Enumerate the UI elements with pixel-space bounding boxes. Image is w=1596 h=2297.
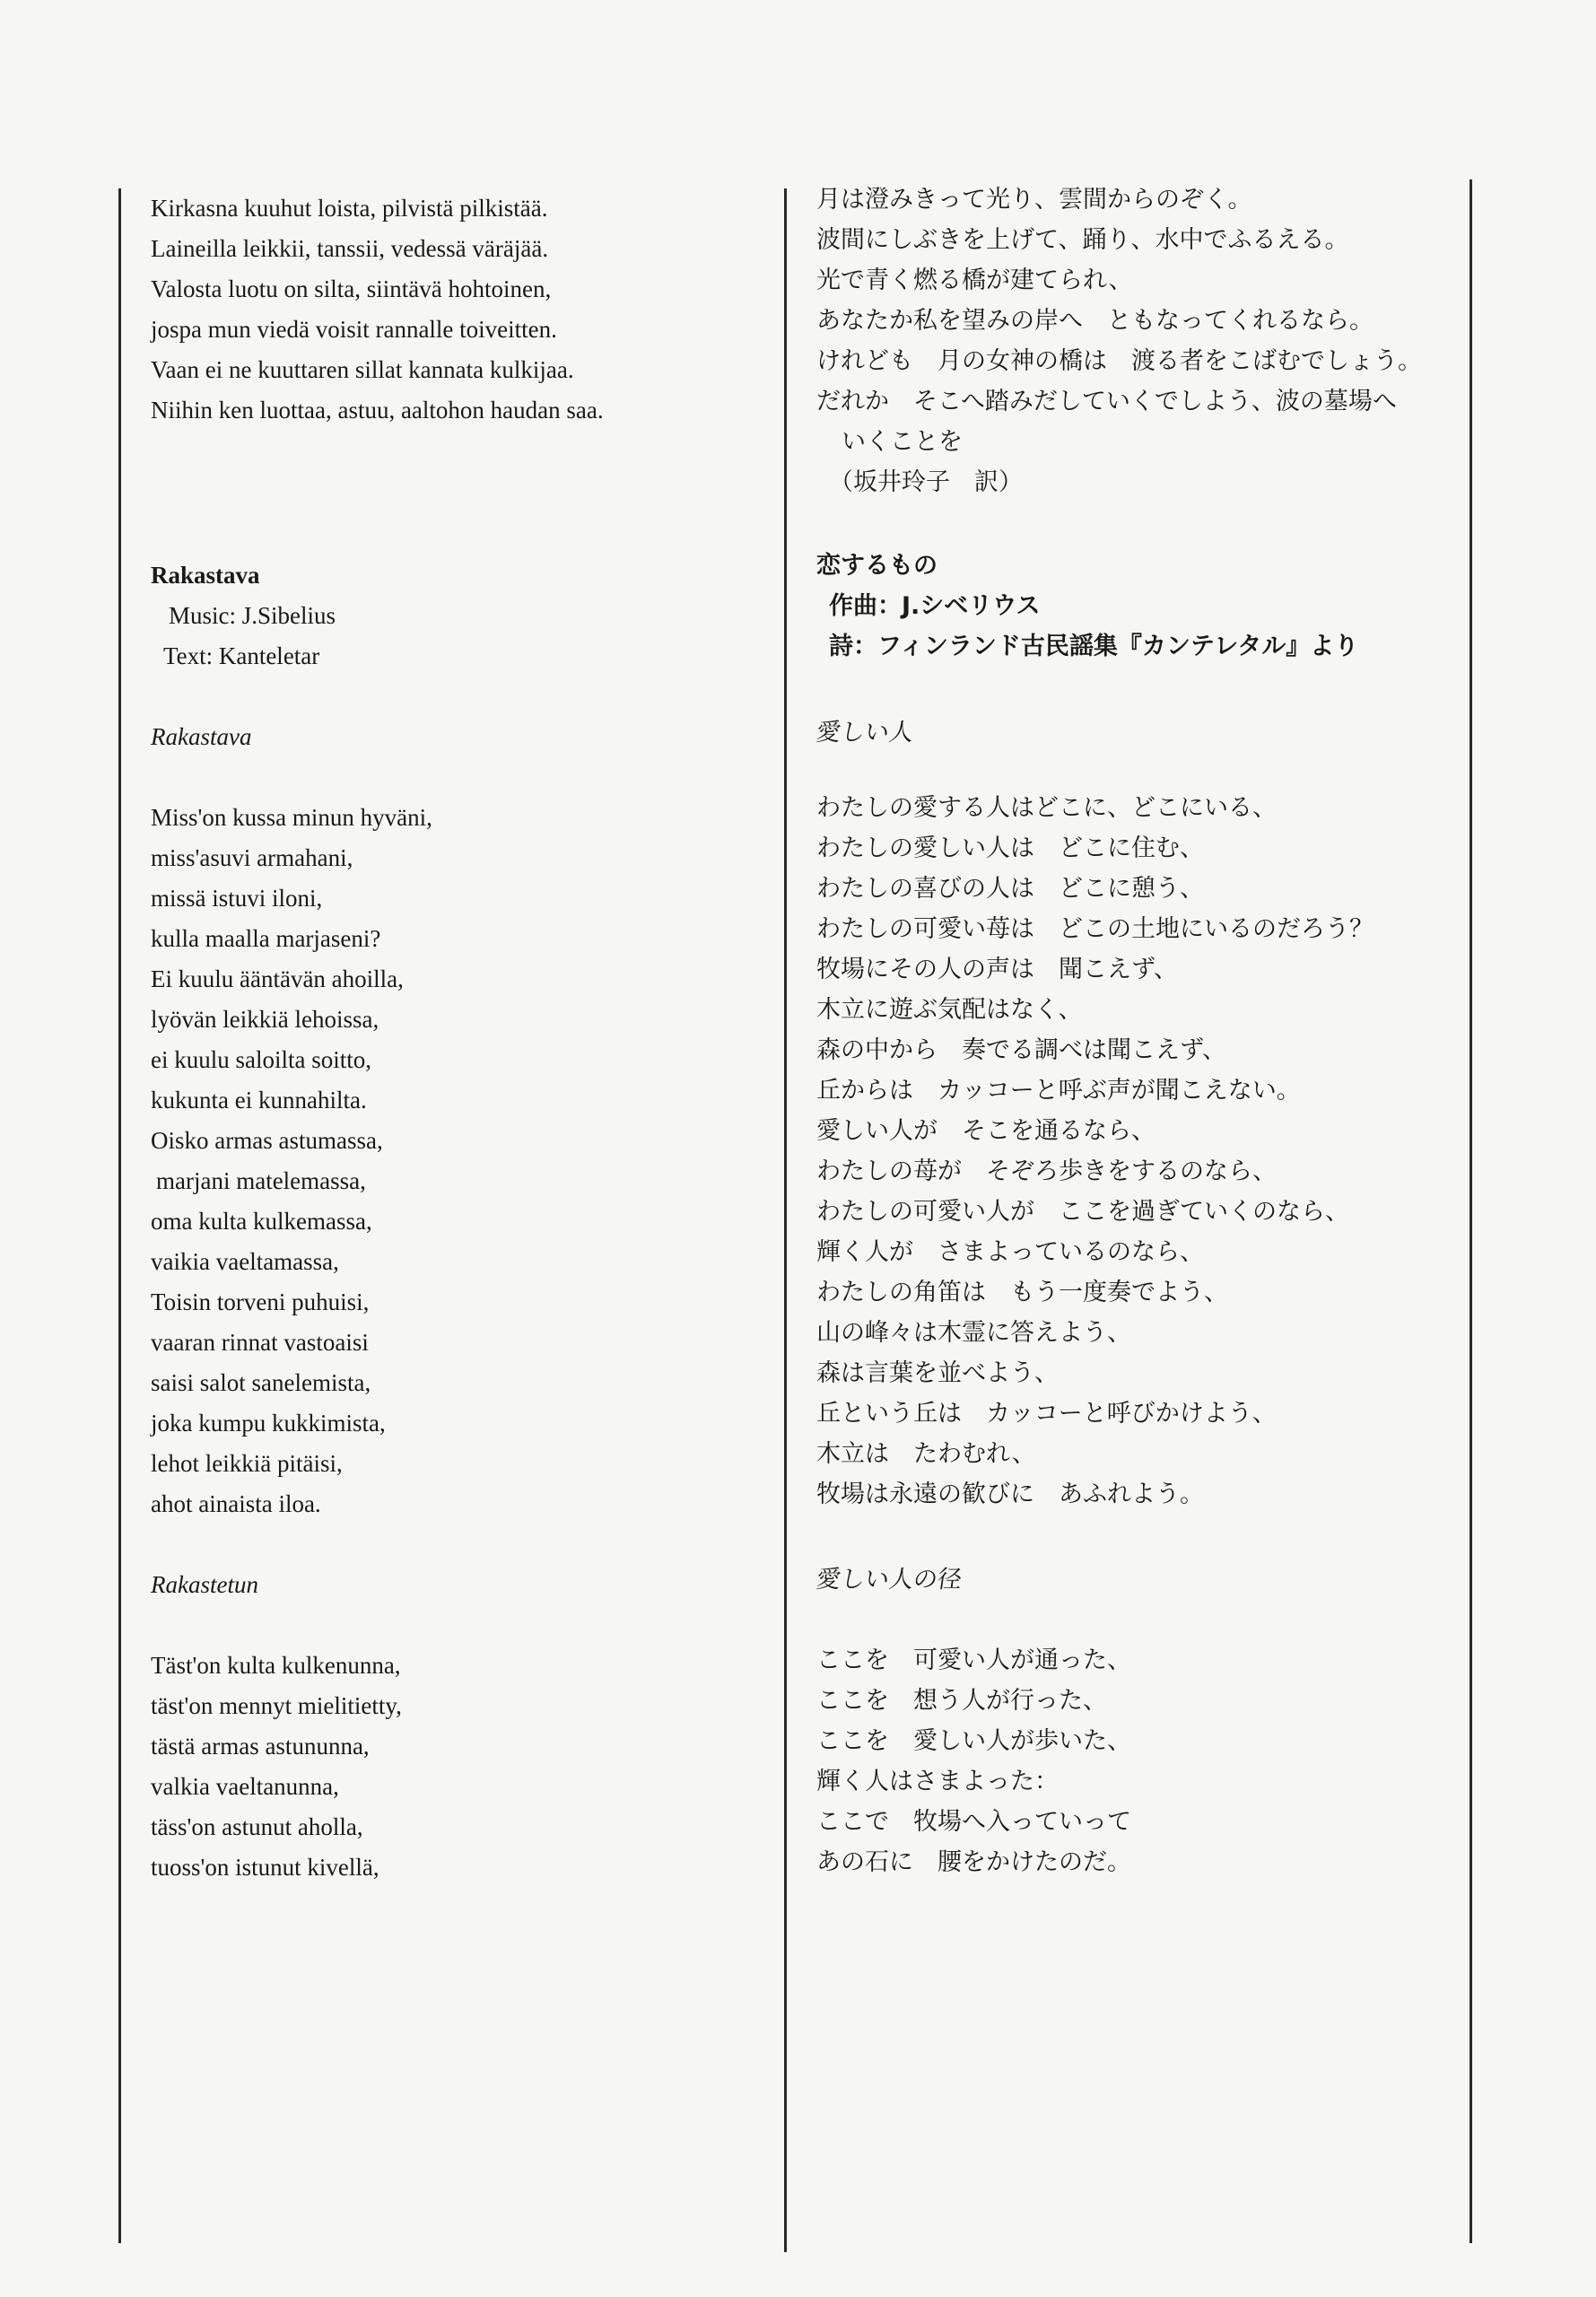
japanese-line: わたしの喜びの人は どこに憩う、 (816, 875, 1204, 903)
finnish-line: oma kulta kulkemassa, (151, 1208, 372, 1235)
finnish-line: Ei kuulu ääntävän ahoilla, (151, 965, 404, 992)
japanese-line: わたしの可愛い人が ここを過ぎていくのなら、 (816, 1198, 1349, 1226)
japanese-line: 愛しい人が そこを通るなら、 (816, 1117, 1156, 1145)
finnish-line: Täst'on kulta kulkenunna, (151, 1652, 401, 1679)
finnish-line: täss'on astunut aholla, (151, 1813, 363, 1840)
japanese-line: ここを 愛しい人が歩いた、 (816, 1727, 1131, 1755)
finnish-line: Miss'on kussa minun hyväni, (151, 804, 432, 831)
finnish-line: Laineilla leikkii, tanssii, vedessä väräjää. (151, 235, 549, 262)
finnish-line: lyövän leikkiä lehoissa, (151, 1006, 379, 1033)
finnish-text-credit: Text: Kanteletar (163, 642, 320, 669)
right-column-rule (1470, 179, 1472, 2243)
japanese-line: あなたか私を望みの岸へ ともなってくれるなら。 (816, 307, 1374, 335)
finnish-line: marjani matelemassa, (156, 1167, 366, 1194)
japanese-line: 輝く人はさまよった： (816, 1768, 1059, 1795)
finnish-line: ahot ainaista iloa. (151, 1490, 321, 1517)
japanese-line: わたしの角笛は もう一度奏でよう、 (816, 1279, 1228, 1306)
japanese-line: 山の峰々は木霊に答えよう、 (816, 1319, 1131, 1347)
japanese-line: だれか そこへ踏みだしていくでしよう、波の墓場へ (816, 388, 1397, 415)
japanese-line: 森の中から 奏でる調べは聞こえず、 (816, 1036, 1226, 1064)
finnish-line: tuoss'on istunut kivellä, (151, 1854, 379, 1881)
finnish-line: lehot leikkiä pitäisi, (151, 1450, 343, 1477)
japanese-line: 牧場にその人の声は 聞こえず、 (816, 956, 1178, 983)
translator-credit: （坂井玲子 訳） (829, 468, 1023, 496)
japanese-song-title: 恋するもの (816, 552, 938, 580)
finnish-line: kulla maalla marjaseni? (151, 925, 381, 952)
japanese-line: 牧場は永遠の歓びに あふれよう。 (816, 1480, 1204, 1508)
center-column-rule (784, 188, 787, 2252)
japanese-line: 光で青く燃る橋が建てられ、 (816, 266, 1133, 294)
left-column-rule (118, 188, 121, 2243)
finnish-line: saisi salot sanelemista, (151, 1369, 371, 1396)
finnish-line: Kirkasna kuuhut loista, pilvistä pilkistää. (151, 195, 548, 222)
japanese-line: 月は澄みきって光り、雲間からのぞく。 (816, 186, 1252, 214)
japanese-section2-title: 愛しい人の径 (814, 1566, 964, 1594)
finnish-line: tästä armas astununna, (151, 1733, 370, 1760)
japanese-line: 木立は たわむれ、 (816, 1440, 1036, 1468)
finnish-line: ei kuulu saloilta soitto, (151, 1046, 371, 1073)
finnish-section1-title: Rakastava (151, 723, 252, 750)
japanese-line: 輝く人が さまよっているのなら、 (816, 1238, 1204, 1266)
finnish-line: jospa mun viedä voisit rannalle toiveitten. (151, 316, 557, 343)
japanese-line: 森は言葉を並べよう、 (816, 1359, 1059, 1387)
japanese-text-credit: 詩：フィンランド古民謡集『カンテレタル』より (829, 633, 1359, 660)
japanese-section1-title: 愛しい人 (814, 719, 916, 747)
japanese-line: ここを 想う人が行った、 (816, 1687, 1107, 1715)
japanese-line: あの石に 腰をかけたのだ。 (816, 1848, 1131, 1876)
japanese-line: 波間にしぶきを上げて、踊り、水中でふるえる。 (816, 226, 1349, 254)
japanese-line: ここで 牧場へ入っていって (816, 1808, 1131, 1836)
finnish-line: valkia vaeltanunna, (151, 1773, 339, 1800)
finnish-song-title: Rakastava (151, 562, 260, 589)
finnish-line: vaikia vaeltamassa, (151, 1248, 339, 1275)
japanese-line: わたしの愛しい人は どこに住む、 (816, 834, 1204, 862)
japanese-music-credit: 作曲：J.シベリウス (829, 592, 1041, 620)
finnish-line: Vaan ei ne kuuttaren sillat kannata kulkijaa. (151, 356, 574, 383)
japanese-line: 木立に遊ぶ気配はなく、 (816, 996, 1083, 1024)
finnish-line: Toisin torveni puhuisi, (151, 1288, 370, 1315)
finnish-line: kukunta ei kunnahilta. (151, 1087, 367, 1114)
finnish-music-credit: Music: J.Sibelius (169, 602, 336, 629)
finnish-line: vaaran rinnat vastoaisi (151, 1329, 369, 1356)
japanese-line: けれども 月の女神の橋は 渡る者をこばむでしょう。 (816, 347, 1422, 375)
japanese-line: 丘からは カッコーと呼ぶ声が聞こえない。 (816, 1077, 1301, 1105)
finnish-line: Niihin ken luottaa, astuu, aaltohon haudan saa. (151, 397, 604, 424)
japanese-line: ここを 可愛い人が通った、 (816, 1646, 1131, 1674)
finnish-line: missä istuvi iloni, (151, 885, 323, 912)
finnish-line: Oisko armas astumassa, (151, 1127, 383, 1154)
japanese-line: わたしの可愛い苺は どこの土地にいるのだろう？ (816, 915, 1374, 943)
japanese-line: 丘という丘は カッコーと呼びかけよう、 (816, 1400, 1277, 1428)
finnish-line: joka kumpu kukkimista, (151, 1410, 386, 1437)
finnish-section2-title: Rakastetun (151, 1571, 258, 1598)
japanese-line: わたしの苺が そぞろ歩きをするのなら、 (816, 1157, 1277, 1185)
japanese-line: いくことを (842, 428, 963, 456)
finnish-line: täst'on mennyt mielitietty, (151, 1692, 402, 1719)
finnish-line: miss'asuvi armahani, (151, 844, 353, 871)
finnish-line: Valosta luotu on silta, siintävä hohtoinen, (151, 275, 552, 302)
japanese-line: わたしの愛する人はどこに、どこにいる、 (816, 794, 1277, 822)
